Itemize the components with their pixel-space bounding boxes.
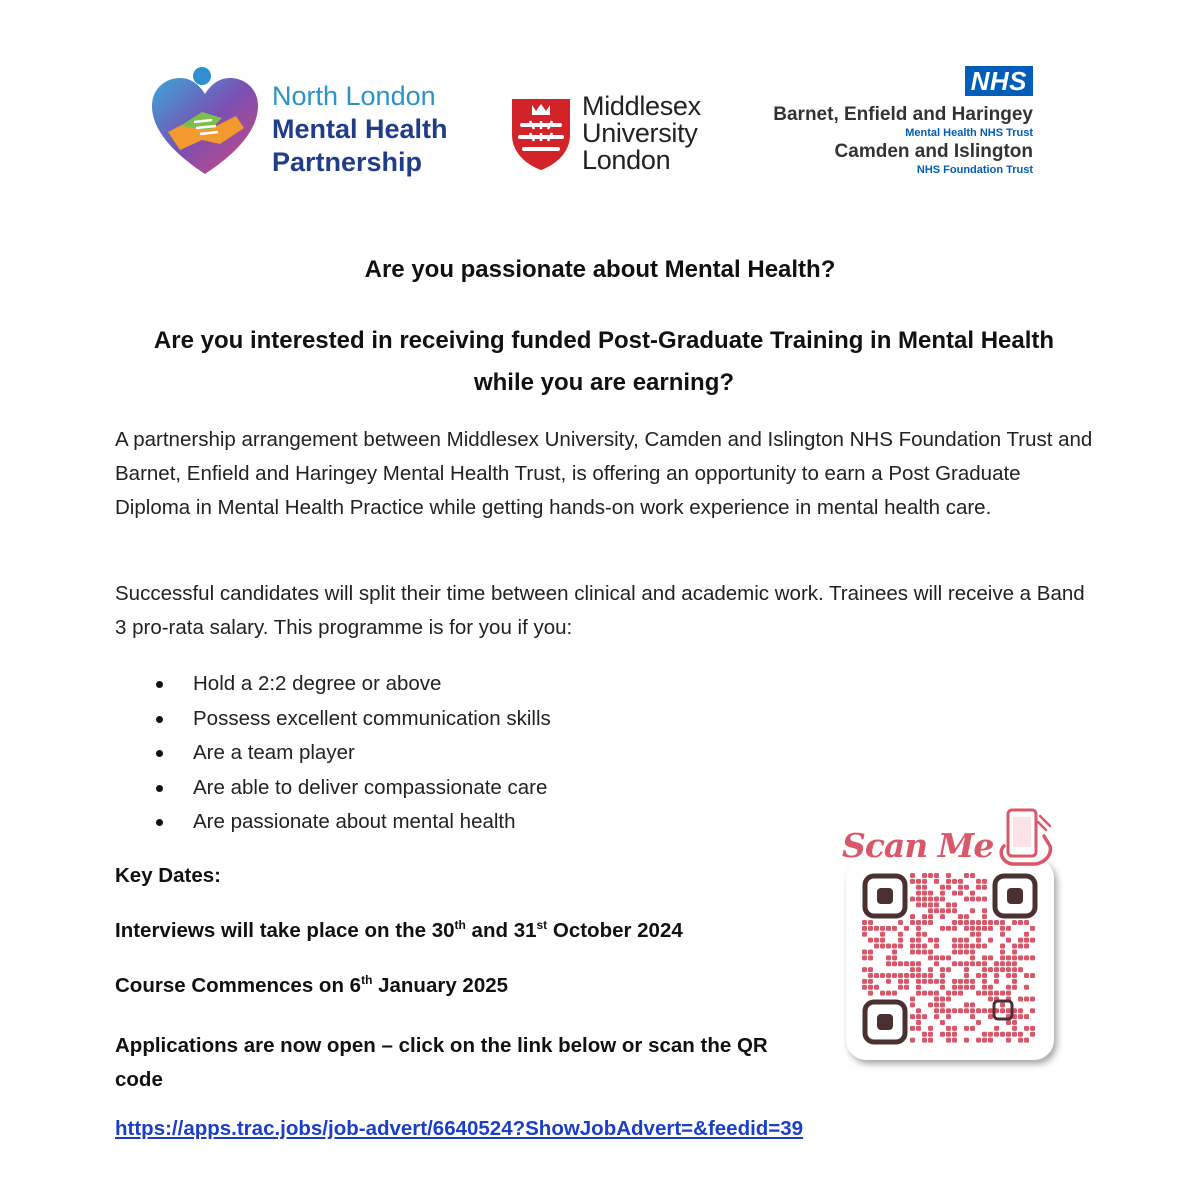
nlmhp-logo-text: North London Mental Health Partnership	[272, 81, 448, 177]
heading-funded-training: Are you interested in receiving funded Post-Graduate Training in Mental Health while you are earning?	[153, 327, 1055, 396]
qr-code[interactable]	[862, 873, 1038, 1045]
key-dates-title: Key Dates:	[115, 864, 221, 887]
middlesex-logo	[510, 93, 710, 175]
list-item: Are a team player	[150, 736, 551, 771]
list-item: Possess excellent communication skills	[150, 702, 551, 737]
nhs-trust-name-2: Camden and Islington	[834, 141, 1033, 162]
nlmhp-logo	[150, 66, 490, 178]
requirements-list	[150, 667, 551, 840]
phone-hand-icon	[994, 806, 1056, 868]
crown-shield-icon	[510, 95, 572, 171]
applications-open-text: Applications are now open – click on the link below or scan the QR code	[115, 1034, 768, 1091]
list-item: Are able to deliver compassionate care	[150, 771, 551, 806]
nhs-trust-name-1: Barnet, Enfield and Haringey	[773, 104, 1033, 125]
candidates-paragraph: Successful candidates will split their time between clinical and academic work. Trainees will receive a Band 3 pro-rata salary. This programme is for you if you:	[115, 582, 1085, 639]
list-item: Are passionate about mental health	[150, 805, 551, 840]
list-item: Hold a 2:2 degree or above	[150, 667, 551, 702]
nhs-trust-sub-2: NHS Foundation Trust	[916, 164, 1033, 176]
job-advert-link[interactable]: https://apps.trac.jobs/job-advert/6640524?ShowJobAdvert=&feedid=39	[115, 1117, 804, 1140]
middlesex-logo-text: Middlesex University London	[582, 91, 701, 175]
nhs-badge: NHS	[965, 66, 1033, 96]
partnership-paragraph: A partnership arrangement between Middlesex University, Camden and Islington NHS Foundation Trust and Barnet, Enfield and Haringey Mental Health Trust, is offering an opportunity to earn a Post Graduate Diploma in Mental Health Practice while getting hands-on work experience in mental health care.	[115, 428, 1093, 519]
interviews-date: Interviews will take place on the 30th and 31st October 2024	[115, 918, 683, 942]
course-start-date: Course Commences on 6th January 2025	[115, 973, 509, 997]
nhs-trust-sub-1: Mental Health NHS Trust	[905, 127, 1033, 139]
heading-passion: Are you passionate about Mental Health?	[364, 256, 836, 283]
scan-me-label: Scan Me	[842, 826, 994, 865]
heart-handshake-icon	[150, 66, 260, 178]
nhs-trusts-logo	[720, 66, 1035, 186]
